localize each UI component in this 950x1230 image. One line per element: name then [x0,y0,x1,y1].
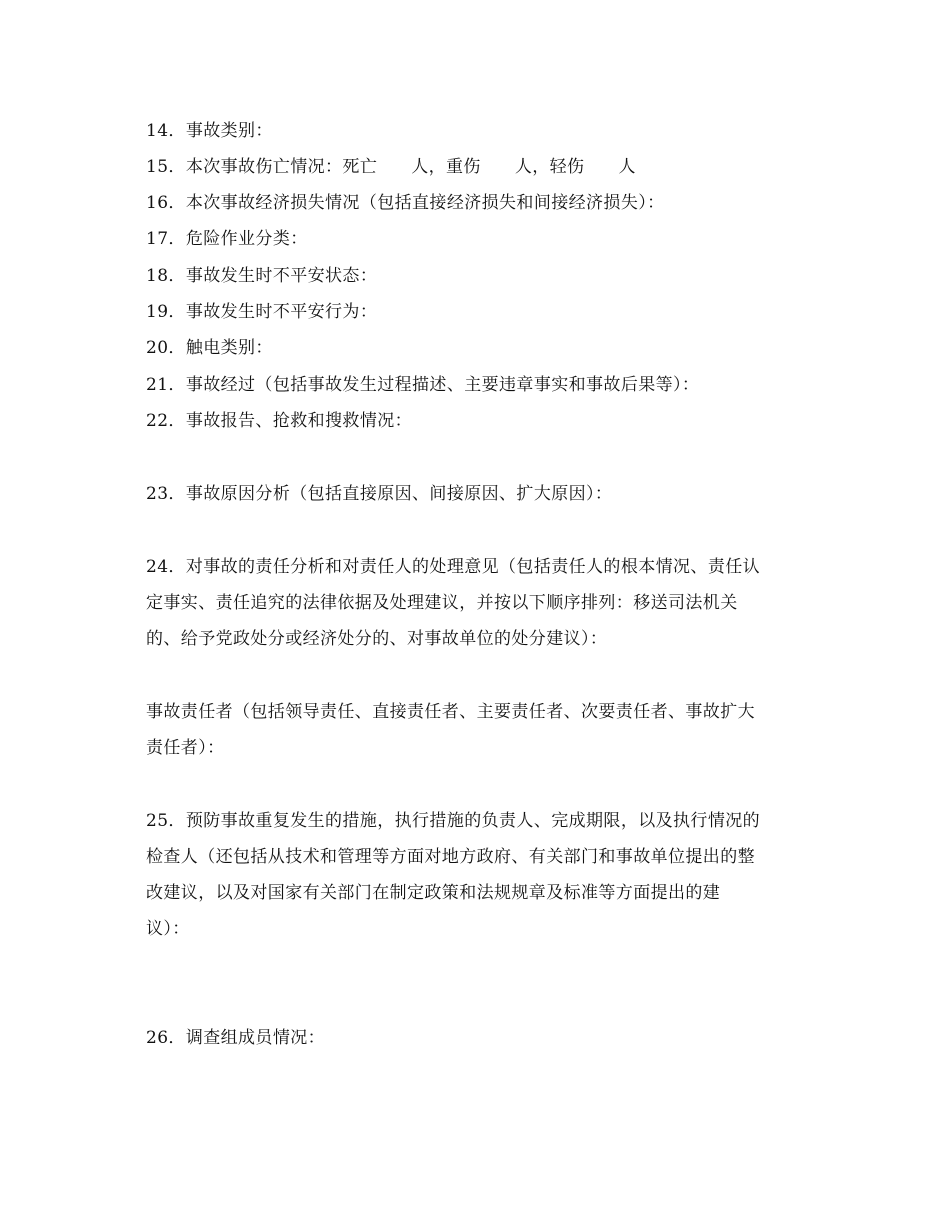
item-15-unit: 人 [618,157,636,177]
item-19-unsafe-behavior: 19．事故发生时不平安行为： [146,302,378,322]
item-24-line-3: 的、给予党政处分或经济处分的、对事故单位的处分建议）： [146,629,608,649]
item-15-deaths-label: 15．本次事故伤亡情况：死亡 [146,157,378,177]
item-20-electric-shock-type: 20．触电类别： [146,338,273,358]
item-24-line-1: 24．对事故的责任分析和对责任人的处理意见（包括责任人的根本情况、责任认 [146,557,761,577]
item-25-line-1: 25．预防事故重复发生的措施，执行措施的负责人、完成期限，以及执行情况的 [146,811,761,831]
item-15-serious-injuries-label: 人，重伤 [411,157,481,177]
item-17-hazardous-work: 17．危险作业分类： [146,229,308,249]
item-25-line-2: 检查人（还包括从技术和管理等方面对地方政府、有关部门和事故单位提出的整 [146,847,755,867]
item-26-investigation-team: 26．调查组成员情况： [146,1028,326,1048]
item-14-accident-category: 14．事故类别： [146,121,273,141]
item-24-line-2: 定事实、责任追究的法律依据及处理建议，并按以下顺序排列：移送司法机关 [146,593,738,613]
item-25-line-3: 改建议，以及对国家有关部门在制定政策和法规规章及标准等方面提出的建 [146,883,721,903]
responsible-persons-line-2: 责任者）： [146,738,225,758]
item-21-accident-process: 21．事故经过（包括事故发生过程描述、主要违章事实和事故后果等）： [146,375,700,395]
item-15-casualties [146,157,636,177]
responsible-persons-line-1: 事故责任者（包括领导责任、直接责任者、主要责任者、次要责任者、事故扩大 [146,702,755,722]
item-25-line-4: 议）： [146,919,190,939]
item-23-cause-analysis: 23．事故原因分析（包括直接原因、间接原因、扩大原因）： [146,484,613,504]
item-16-economic-loss: 16．本次事故经济损失情况（包括直接经济损失和间接经济损失）： [146,193,665,213]
item-18-unsafe-state: 18．事故发生时不平安状态： [146,266,378,286]
item-15-minor-injuries-label: 人，轻伤 [514,157,585,177]
item-22-report-rescue: 22．事故报告、抢救和搜救情况： [146,411,413,431]
